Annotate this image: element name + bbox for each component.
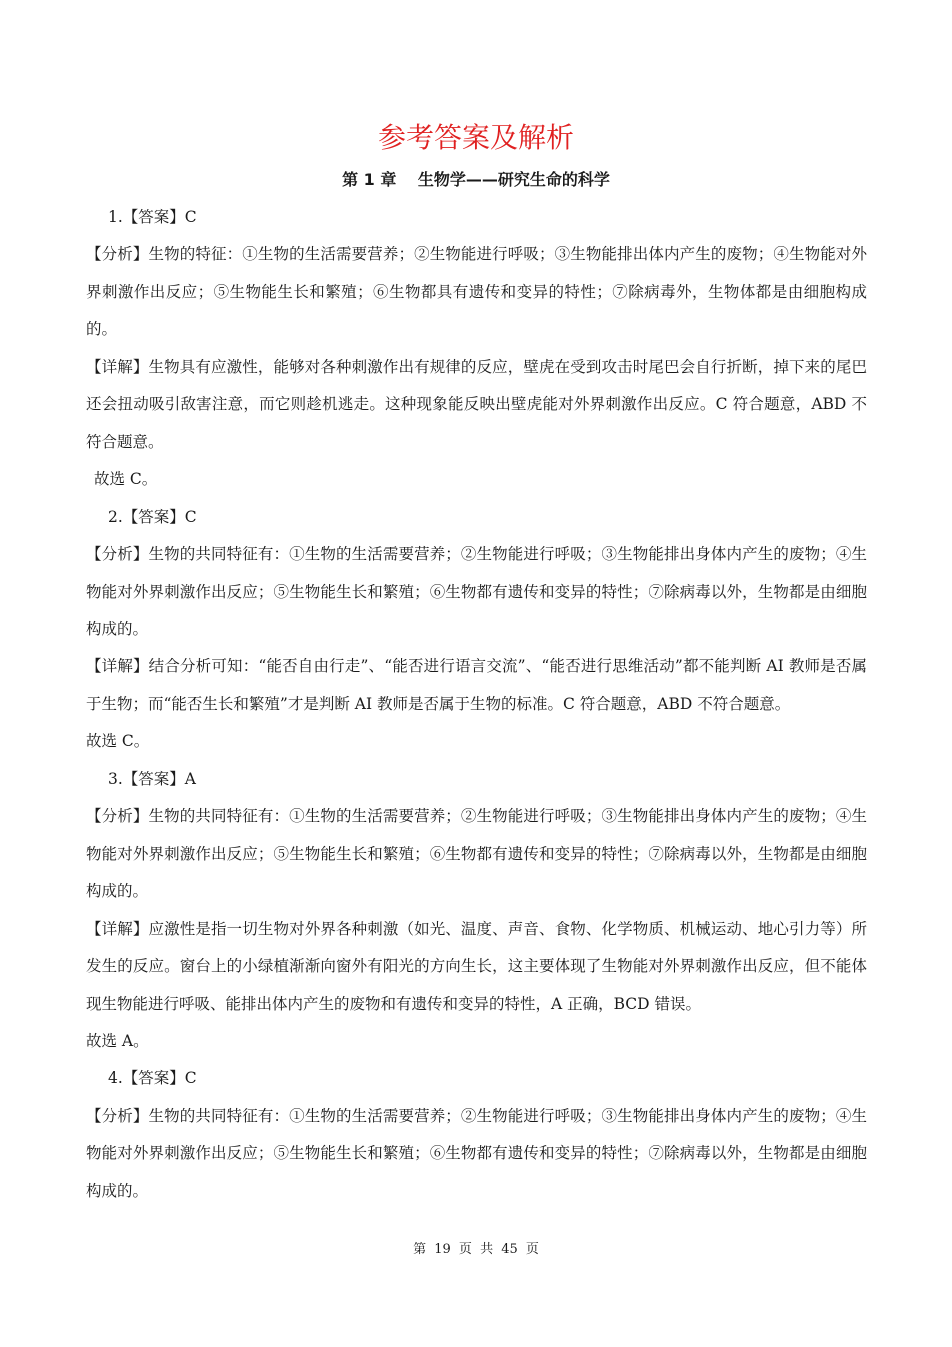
paragraph: 故选 C。 xyxy=(94,470,158,489)
chapter-heading: 第 1 章 生物学——研究生命的科学 xyxy=(342,170,610,189)
paragraph: 1.【答案】C xyxy=(108,208,197,226)
paragraph: 【分析】生物的共同特征有：①生物的生活需要营养；②生物能进行呼吸；③生物能排出身体内产生的废物；④生物能对外界刺激作出反应；⑤生物能生长和繁殖；⑥生物都有遗传和变异的特性；⑦除病毒以外，生物都是由细胞构成的。 xyxy=(86,807,867,901)
paragraph: 【分析】生物的特征：①生物的生活需要营养；②生物能进行呼吸；③生物能排出体内产生的废物；④生物能对外界刺激作出反应；⑤生物能生长和繁殖；⑥生物都具有遗传和变异的特性；⑦除病毒外，生物体都是由细胞构成的。 xyxy=(86,245,867,339)
answer-body xyxy=(86,199,867,1210)
paragraph: 【详解】生物具有应激性，能够对各种刺激作出有规律的反应，壁虎在受到攻击时尾巴会自行折断，掉下来的尾巴还会扭动吸引敌害注意，而它则趁机逃走。这种现象能反映出壁虎能对外界刺激作出反应。C 符合题意，ABD 不符合题意。 xyxy=(86,357,867,451)
paragraph: 【详解】应激性是指一切生物对外界各种刺激（如光、温度、声音、食物、化学物质、机械运动、地心引力等）所发生的反应。窗台上的小绿植渐渐向窗外有阳光的方向生长，这主要体现了生物能对外界刺激作出反应，但不能体现生物能进行呼吸、能排出体内产生的废物和有遗传和变异的特性，A 正确，BCD 错误。 xyxy=(86,919,867,1013)
page-number: 第 19 页 共 45 页 xyxy=(413,1242,539,1258)
paragraph: 【详解】结合分析可知：“能否自由行走”、“能否进行语言交流”、“能否进行思维活动”都不能判断 AI 教师是否属于生物；而“能否生长和繁殖”才是判断 AI 教师是否属于生物的标准。C 符合题意，ABD 不符合题意。 xyxy=(86,657,867,713)
paragraph: 3.【答案】A xyxy=(108,769,196,788)
paragraph: 故选 A。 xyxy=(86,1031,149,1050)
paragraph: 故选 C。 xyxy=(86,732,150,751)
paragraph: 2.【答案】C xyxy=(108,507,197,526)
page-title: 参考答案及解析 xyxy=(377,121,574,154)
paragraph: 【分析】生物的共同特征有：①生物的生活需要营养；②生物能进行呼吸；③生物能排出身体内产生的废物；④生物能对外界刺激作出反应；⑤生物能生长和繁殖；⑥生物都有遗传和变异的特性；⑦除病毒以外，生物都是由细胞构成的。 xyxy=(86,1106,867,1200)
paragraph: 4.【答案】C xyxy=(108,1069,197,1088)
paragraph: 【分析】生物的共同特征有：①生物的生活需要营养；②生物能进行呼吸；③生物能排出身体内产生的废物；④生物能对外界刺激作出反应；⑤生物能生长和繁殖；⑥生物都有遗传和变异的特性；⑦除病毒以外，生物都是由细胞构成的。 xyxy=(86,545,867,638)
